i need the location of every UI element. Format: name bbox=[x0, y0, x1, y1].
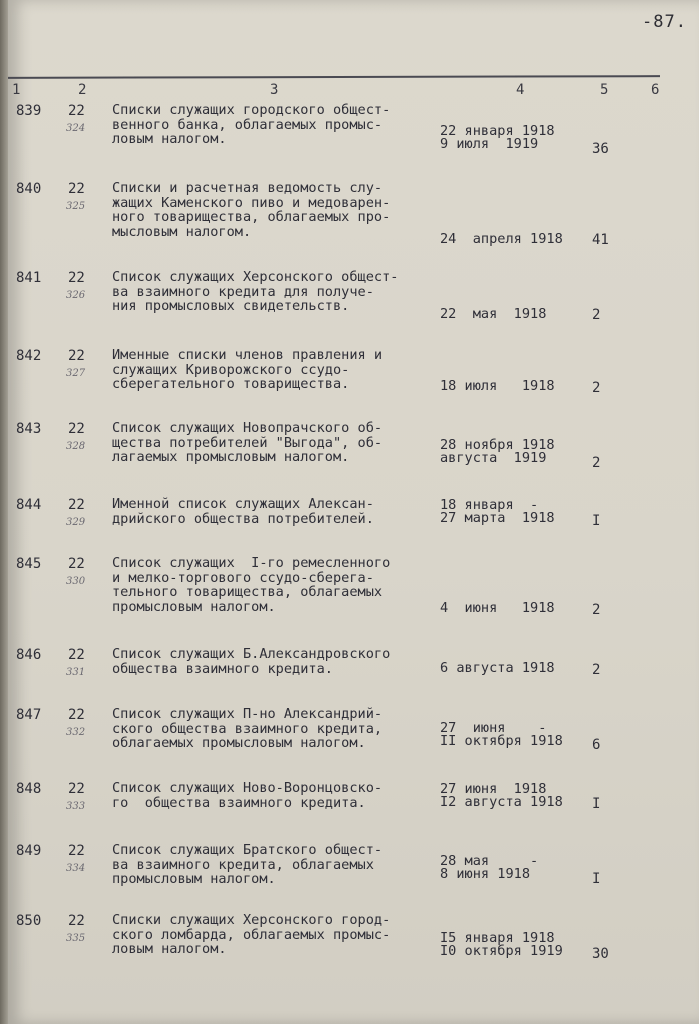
item-title: Список служащих Херсонского общест- ва взаимного кредита для получе- ния промысловых свидетельств. bbox=[112, 269, 399, 314]
fund-number: 22 bbox=[68, 843, 85, 859]
fund-number: 22 bbox=[68, 497, 85, 513]
handwritten-note: 334 bbox=[66, 863, 86, 874]
sheet-count: I bbox=[592, 796, 601, 812]
item-title: Список служащих I-го ремесленного и мелко-торгового ссудо-сберега- тельного товарищества, облагаемых промысловым налогом. bbox=[112, 555, 391, 615]
handwritten-note: 333 bbox=[66, 801, 86, 812]
sheet-count: 2 bbox=[592, 662, 601, 678]
sheet-count: 30 bbox=[592, 946, 609, 962]
item-number: 843 bbox=[16, 421, 42, 437]
item-title: Списки служащих городского общест- венного банка, облагаемых промыс- ловым налогом. bbox=[112, 102, 391, 147]
handwritten-note: 327 bbox=[66, 368, 86, 379]
item-number: 840 bbox=[16, 181, 42, 197]
item-number: 846 bbox=[16, 647, 42, 663]
sheet-count: 2 bbox=[592, 380, 601, 396]
item-dates: 27 июня - II октября 1918 bbox=[440, 720, 563, 749]
sheet-count: I bbox=[592, 871, 601, 887]
item-title: Списки и расчетная ведомость слу- жащих Каменского пиво и медоварен- ного товарищества, облагаемых про- мысловым налогом. bbox=[112, 180, 391, 240]
fund-number: 22 bbox=[68, 707, 85, 723]
column-header-3: 3 bbox=[270, 82, 279, 98]
item-number: 842 bbox=[16, 348, 42, 364]
handwritten-note: 324 bbox=[66, 123, 86, 134]
item-number: 847 bbox=[16, 707, 42, 723]
item-title: Именной список служащих Алексан- дрийского общества потребителей. bbox=[112, 496, 374, 527]
handwritten-note: 328 bbox=[66, 441, 86, 452]
item-number: 849 bbox=[16, 843, 42, 859]
item-dates: 27 июня 1918 I2 августа 1918 bbox=[440, 781, 563, 810]
item-title: Списки служащих Херсонского город- ского ломбарда, облагаемых промыс- ловым налогом. bbox=[112, 912, 391, 957]
fund-number: 22 bbox=[68, 913, 85, 929]
item-dates: 22 мая 1918 bbox=[440, 306, 547, 322]
handwritten-note: 331 bbox=[66, 667, 86, 678]
item-dates: 6 августа 1918 bbox=[440, 660, 555, 676]
handwritten-note: 326 bbox=[66, 290, 86, 301]
item-dates: 4 июня 1918 bbox=[440, 600, 555, 616]
handwritten-note: 329 bbox=[66, 517, 86, 528]
item-number: 848 bbox=[16, 781, 42, 797]
column-header-5: 5 bbox=[600, 82, 609, 98]
sheet-count: 6 bbox=[592, 737, 601, 753]
item-number: 850 bbox=[16, 913, 42, 929]
item-title: Список служащих Б.Александровского общества взаимного кредита. bbox=[112, 646, 391, 677]
fund-number: 22 bbox=[68, 647, 85, 663]
fund-number: 22 bbox=[68, 181, 85, 197]
fund-number: 22 bbox=[68, 103, 85, 119]
fund-number: 22 bbox=[68, 781, 85, 797]
sheet-count: 2 bbox=[592, 455, 601, 471]
fund-number: 22 bbox=[68, 348, 85, 364]
header-rule bbox=[8, 75, 660, 79]
item-dates: I5 января 1918 I0 октября 1919 bbox=[440, 930, 563, 959]
fund-number: 22 bbox=[68, 556, 85, 572]
item-title: Список служащих Ново-Воронцовско- го общества взаимного кредита. bbox=[112, 780, 383, 811]
page-number: -87. bbox=[642, 12, 687, 32]
column-header-1: 1 bbox=[12, 82, 21, 98]
handwritten-note: 332 bbox=[66, 727, 86, 738]
item-title: Именные списки членов правления и служащих Криворожского ссудо- сберегательного товарищества. bbox=[112, 347, 383, 392]
item-number: 845 bbox=[16, 556, 42, 572]
sheet-count: 36 bbox=[592, 141, 609, 157]
column-header-6: 6 bbox=[651, 82, 660, 98]
item-dates: 22 января 1918 9 июля 1919 bbox=[440, 123, 555, 152]
item-number: 839 bbox=[16, 103, 42, 119]
item-dates: 28 ноября 1918 августа 1919 bbox=[440, 437, 555, 466]
sheet-count: 41 bbox=[592, 232, 609, 248]
item-title: Список служащих П-но Александрий- ского общества взаимного кредита, облагаемых промысловым налогом. bbox=[112, 706, 383, 751]
item-dates: 28 мая - 8 июня 1918 bbox=[440, 853, 539, 882]
document-page bbox=[8, 0, 699, 1024]
sheet-count: 2 bbox=[592, 602, 601, 618]
item-title: Список служащих Новопрачского об- щества потребителей "Выгода", об- лагаемых промысловым налогом. bbox=[112, 420, 383, 465]
book-binding bbox=[0, 0, 8, 1024]
item-dates: 18 июля 1918 bbox=[440, 378, 555, 394]
fund-number: 22 bbox=[68, 270, 85, 286]
item-title: Список служащих Братского общест- ва взаимного кредита, облагаемых промысловым налогом. bbox=[112, 842, 383, 887]
handwritten-note: 325 bbox=[66, 201, 86, 212]
item-dates: 18 января - 27 марта 1918 bbox=[440, 497, 555, 526]
sheet-count: 2 bbox=[592, 307, 601, 323]
handwritten-note: 335 bbox=[66, 933, 86, 944]
column-header-4: 4 bbox=[516, 82, 525, 98]
handwritten-note: 330 bbox=[66, 576, 86, 587]
column-header-2: 2 bbox=[78, 82, 87, 98]
item-number: 844 bbox=[16, 497, 42, 513]
item-dates: 24 апреля 1918 bbox=[440, 231, 563, 247]
sheet-count: I bbox=[592, 513, 601, 529]
fund-number: 22 bbox=[68, 421, 85, 437]
item-number: 841 bbox=[16, 270, 42, 286]
